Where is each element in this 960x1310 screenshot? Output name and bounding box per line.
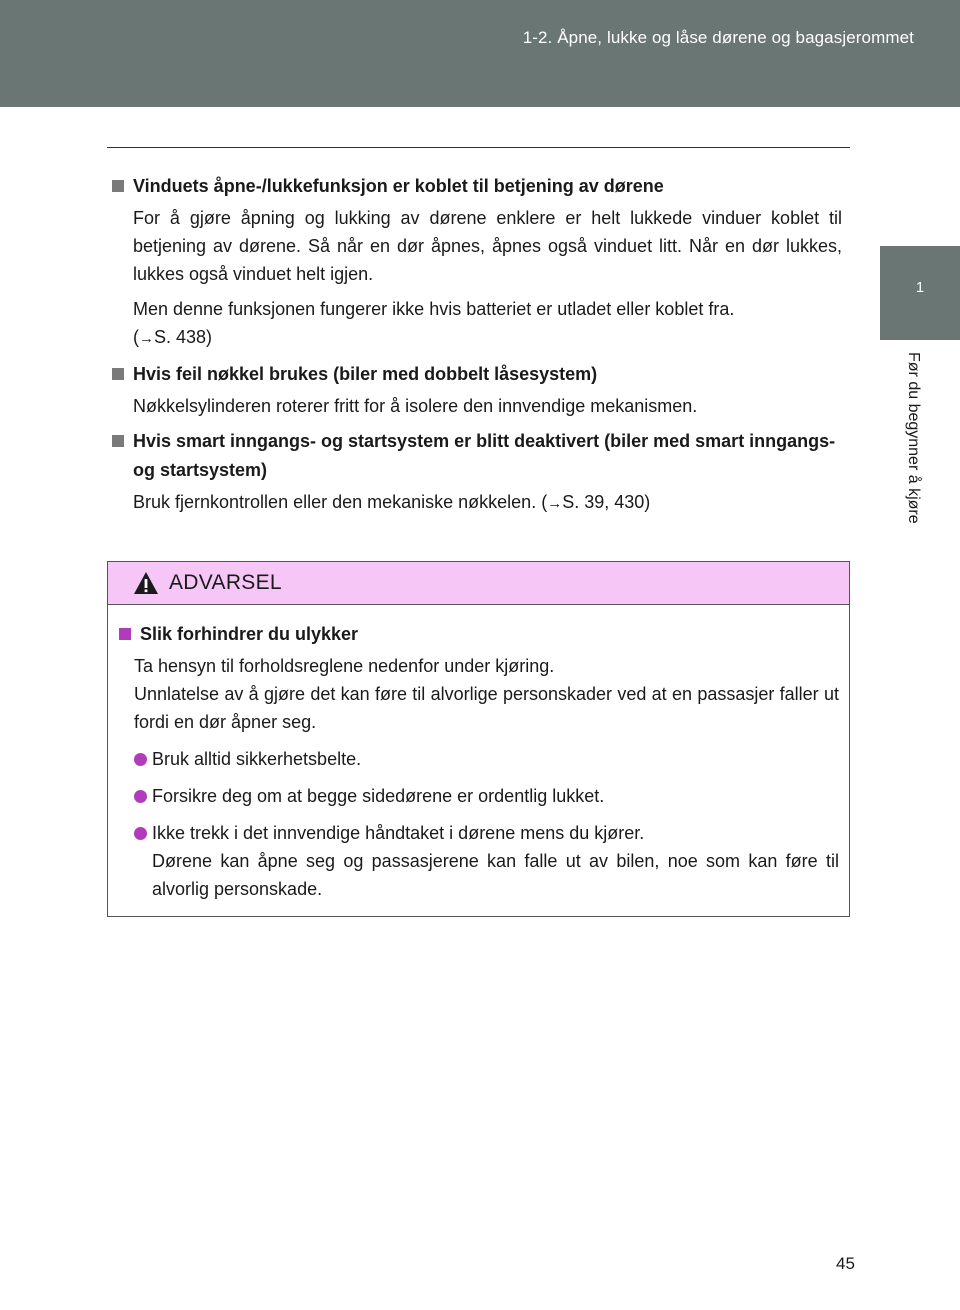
warning-bullet-text: Forsikre deg om at begge sidedørene er ordentlig lukket. bbox=[152, 786, 605, 806]
paragraph: Nøkkelsylinderen roterer fritt for å isolere den innvendige mekanismen. bbox=[133, 396, 698, 416]
arrow-icon: → bbox=[139, 330, 154, 347]
square-bullet-icon bbox=[112, 435, 124, 447]
warning-intro-line: Unnlatelse av å gjøre det kan føre til alvorlige personskader ved at en passasjer faller ut fordi en dør åpner seg. bbox=[134, 684, 839, 732]
warning-bullet-line: Ikke trekk i det innvendige håndtaket i dørene mens du kjører. bbox=[152, 823, 645, 843]
square-bullet-icon bbox=[119, 628, 131, 640]
square-bullet-icon bbox=[112, 180, 124, 192]
header-band bbox=[0, 0, 960, 107]
warning-bullet bbox=[134, 745, 839, 773]
paragraph: Bruk fjernkontrollen eller den mekaniske nøkkelen. (→S. 39, 430) bbox=[133, 492, 651, 512]
warning-bullet-text: Bruk alltid sikkerhetsbelte. bbox=[152, 749, 362, 769]
circle-bullet-icon bbox=[134, 753, 147, 766]
circle-bullet-icon bbox=[134, 790, 147, 803]
section-smart-entry bbox=[110, 427, 842, 518]
side-tab-spacer bbox=[880, 107, 960, 246]
chapter-title-vertical: Før du begynner å kjøre bbox=[905, 352, 922, 524]
section-heading-text: Hvis smart inngangs- og startsystem er blitt deaktivert (biler med smart inngangs- og startsystem) bbox=[133, 431, 836, 480]
section-heading-text: Hvis feil nøkkel brukes (biler med dobbelt låsesystem) bbox=[133, 364, 598, 384]
main-content bbox=[110, 172, 842, 525]
paragraph: For å gjøre åpning og lukking av dørene enklere er helt lukkede vinduer koblet til betjening av dørene. Så når en dør åpnes, åpnes også vinduet litt. Når en dør lukkes, lukkes også vinduet helt igjen. bbox=[133, 208, 842, 284]
section-heading bbox=[110, 172, 842, 201]
warning-title: ADVARSEL bbox=[169, 571, 282, 594]
warning-bullet bbox=[134, 782, 839, 810]
paragraph-text: Men denne funksjonen fungerer ikke hvis batteriet er utladet eller koblet fra. bbox=[133, 299, 735, 319]
warning-bullet-line: Dørene kan åpne seg og passasjerene kan falle ut av bilen, noe som kan føre til alvorlig personskade. bbox=[152, 851, 839, 899]
warning-subheading bbox=[119, 620, 839, 649]
top-divider bbox=[107, 147, 850, 148]
square-bullet-icon bbox=[112, 368, 124, 380]
section-heading-text: Vinduets åpne-/lukkefunksjon er koblet til betjening av dørene bbox=[133, 176, 664, 196]
warning-bullet-text bbox=[152, 819, 839, 903]
warning-intro bbox=[134, 652, 839, 736]
page-reference[interactable]: S. 39, 430 bbox=[562, 492, 645, 512]
warning-triangle-icon bbox=[133, 571, 159, 595]
paragraph-text: Bruk fjernkontrollen eller den mekaniske nøkkelen. bbox=[133, 492, 537, 512]
warning-body bbox=[119, 620, 839, 912]
warning-subheading-text: Slik forhindrer du ulykker bbox=[140, 624, 359, 644]
warning-intro-line: Ta hensyn til forholdsreglene nedenfor under kjøring. bbox=[134, 656, 555, 676]
section-wrong-key bbox=[110, 360, 842, 420]
section-heading bbox=[110, 360, 842, 389]
section-window-function bbox=[110, 172, 842, 353]
page-number: 45 bbox=[836, 1254, 855, 1273]
arrow-icon: → bbox=[547, 495, 563, 512]
warning-header bbox=[108, 562, 849, 605]
paragraph: Men denne funksjonen fungerer ikke hvis batteriet er utladet eller koblet fra. (→S. 438) bbox=[133, 299, 735, 347]
chapter-number: 1 bbox=[915, 279, 925, 296]
circle-bullet-icon bbox=[134, 827, 147, 840]
warning-bullet bbox=[134, 819, 839, 903]
chapter-tab bbox=[880, 246, 960, 340]
section-heading bbox=[110, 427, 842, 485]
page-reference[interactable]: S. 438 bbox=[154, 327, 207, 347]
section-header-title: 1-2. Åpne, lukke og låse dørene og bagasjerommet bbox=[522, 28, 914, 47]
warning-box bbox=[107, 561, 850, 917]
